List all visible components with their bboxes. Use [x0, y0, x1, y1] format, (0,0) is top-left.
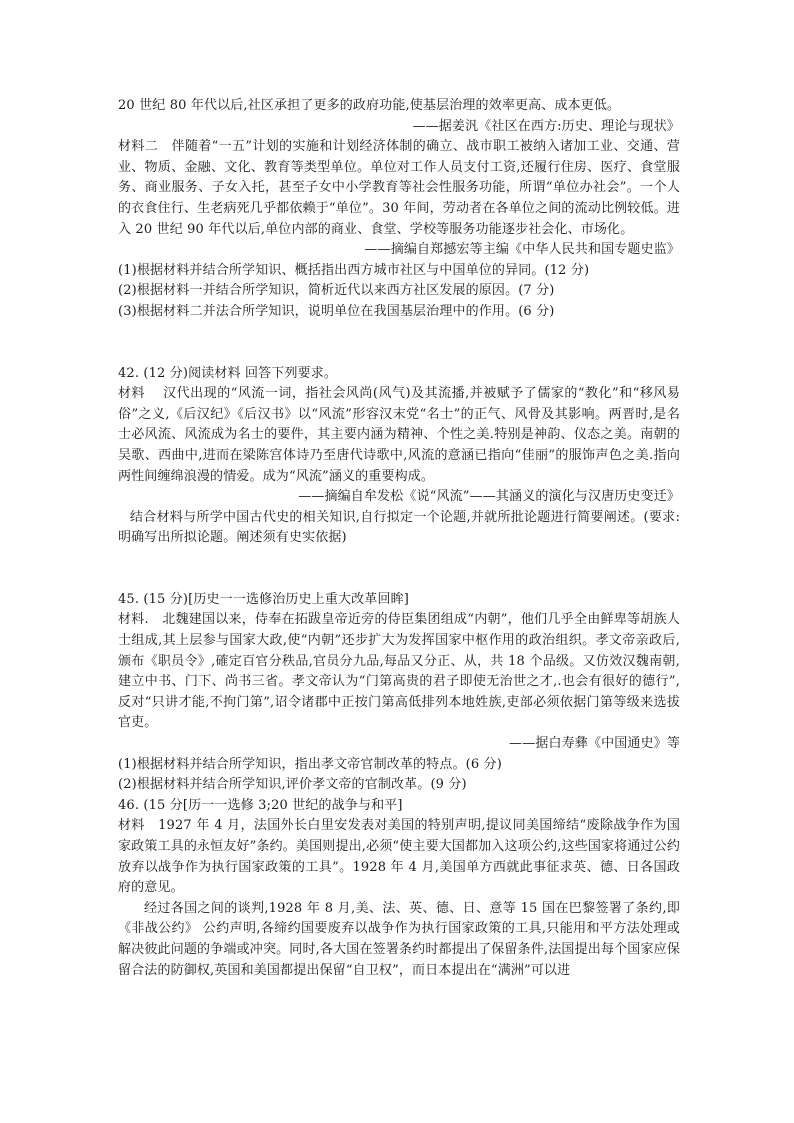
question-42-material: 材料 汉代出现的“风流一词，指社会风尚(风气)及其流播,并被赋予了儒家的“教化”和“移风易俗”之义,《后汉纪》《后汉书》以“风流”形容汉末党“名士”的正气、风骨及其影响。两晋时,是名士必风流、风流成为名士的要件，其主要内涵为精神、个性之美.特别是神韵、仪态之美。南朝的吴歌、西曲中,进而在梁陈宫体诗乃至唐代诗歌中,风流的意涵已指向“佳丽”的服饰声色之美.指向两性间缠绵浪漫的情爱。成为“风流”涵义的重要构成。 — [118, 386, 680, 484]
section1-source: ——据姜汎《社区在西方:历史、理论与现状》 — [412, 118, 680, 134]
question-3: (3)根据材料二并法合所学知识，说明单位在我国基层治理中的作用。(6 分) — [118, 303, 555, 319]
question-45-material: 材料. 北魏建国以来，侍奉在拓跋皇帝近旁的侍臣集团组成“内朝”，他们几乎全由鲜卑等胡族人士组成,其上层参与国家大政,使“内朝”还步扩大为发挥国家中枢作用的政治组织。孝文帝亲政后,颁布《职员令》,確定百官分秩品,官员分九品,每品又分正、从，共 18 个品级。又仿效汉魏南朝,建立中书、门下、尚书三省。孝文帝认为“门第高贵的君子即使无治世之才,.也会有很好的德行”,反对“只讲才能,不拘门第”,诏令诸郡中正按门第高低排列本地姓族,吏部必须依据门第等级来选拔官吏。 — [118, 612, 680, 731]
question-46-material: 材料 1927 年 4 月，法国外长白里安发表对美国的特别声明,提议同美国缔结“废除战争作为国家政策工具的永恒友好”条约。美国则提出,必须“使主要大国都加入这项公约,这些国家将通过公约放弃以战争作为执行国家政策的工具”。1928 年 4 月,美国单方西就此事征求英、德、日各国政府的意见。 — [118, 818, 680, 896]
question-45-sub-1: (1)根据材料并结合所学知识，指出孝文帝官制改革的特点。(6 分) — [118, 756, 502, 772]
material-two-paragraph: 材料二 伴随着“一五”计划的实施和计划经济体制的确立、战市职工被纳入诸加工业、交通、营业、物质、金融、文化、教育等类型单位。单位对工作人员支付工资,还履行住房、医疗、食堂服务、商业服务、子女入托，甚至子女中小学教育等社会性服务功能，所谓“单位办社会”。一个人的衣食住行、生老病死几乎都依赖于“单位”。30 年间，劳动者在各单位之间的流动比例较低。进入 20 世纪 90 年代以后,单位内部的商业、食堂、学校等服务功能逐步社会化、市场化。 — [118, 139, 680, 237]
question-2: (2)根据材料一并结合所学知识，简析近代以来西方社区发展的原因。(7 分) — [118, 283, 555, 299]
question-42-source: ——摘编自牟发松《说“风流”——其涵义的演化与汉唐历史变迁》 — [298, 489, 680, 505]
section1-paragraph: 20 世纪 80 年代以后,社区承担了更多的政府功能,使基层治理的效率更高、成本更低。 — [118, 98, 621, 113]
exam-page — [118, 96, 680, 981]
material-two-source: ——摘编自郑撼宏等主编《中华人民共和国专题史监》 — [364, 242, 680, 258]
spacer — [118, 549, 680, 590]
question-45-source: ——据白寿彝《中国通史》等 — [509, 736, 680, 752]
spacer — [118, 323, 680, 364]
question-42-prompt: 结合材料与所学中国古代史的相关知识,自行拟定一个论题,并就所批论题进行简要阐述。(要求:明确写出所拟论题。阐述须有史实依据) — [118, 509, 680, 546]
question-42-title: 42. (12 分)阅读材料 回答下列要求。 — [118, 365, 338, 381]
question-1: (1)根据材料并结合所学知识、概括指出西方城市社区与中国单位的异同。(12 分) — [118, 262, 590, 278]
question-46-title: 46. (15 分[历一一选修 3;20 世纪的战争与和平] — [118, 797, 403, 813]
question-45-sub-2: (2)根据材料并结合所学知识,评价孝文帝的官制改革。(9 分) — [118, 777, 467, 793]
question-45-title: 45. (15 分)[历史一一选修治历史上重大改革回眸] — [118, 591, 409, 607]
question-46-material-continued: 经过各国之间的谈判,1928 年 8 月,美、法、英、德、日、意等 15 国在巴黎签署了条约,即《非战公约》 公约声明,各缔约国要废弃以战争作为执行国家政策的工具,只能用和平方法处理或解决彼此问题的争端或冲突。同时,各大国在签署条约时都提出了保留条件,法国提出每个国家应保留合法的防御权,英国和美国都提出保留“自卫权”，而日本提出在“满洲”可以进 — [118, 900, 680, 978]
